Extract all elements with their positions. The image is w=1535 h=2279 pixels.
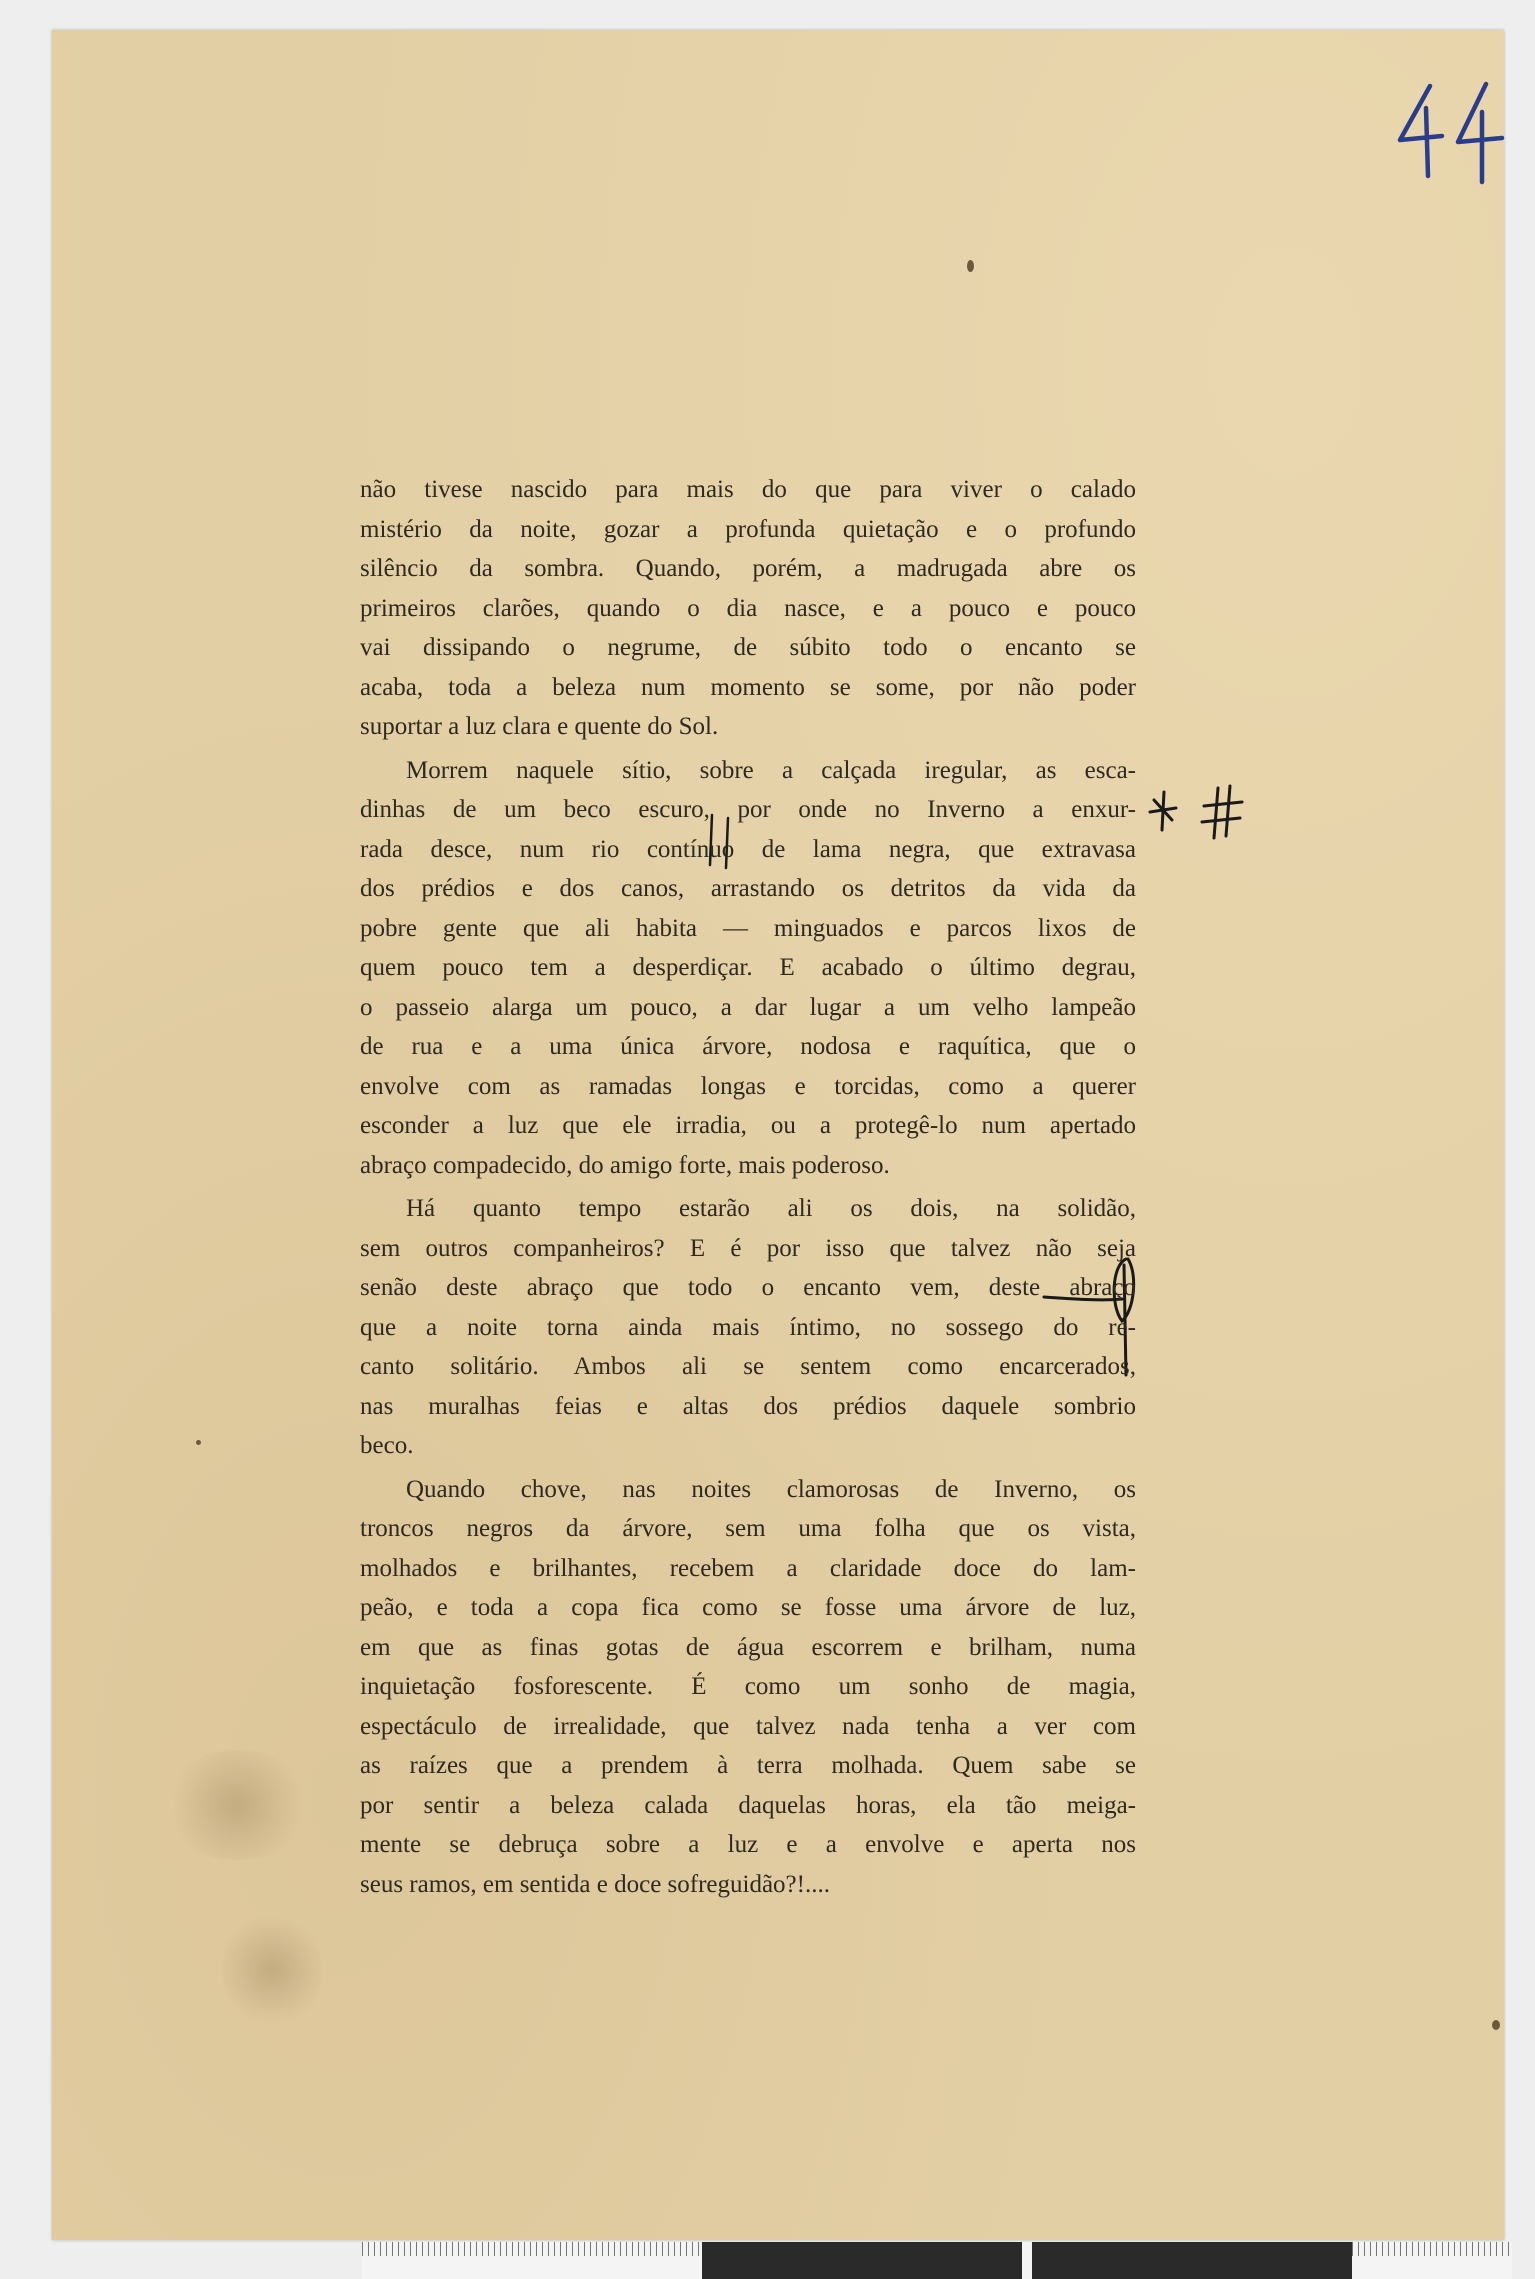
text-line: mistério da noite, gozar a profunda quietação e o profundo	[360, 515, 1136, 543]
paper-speck	[1492, 2020, 1500, 2030]
text-line: seus ramos, em sentida e doce sofreguidão?!....	[360, 1870, 830, 1898]
paragraph	[360, 751, 1136, 1186]
text-line: Há quanto tempo estarão ali os dois, na solidão,	[406, 1195, 1136, 1222]
proofreading-mark-hash	[1142, 770, 1252, 850]
text-line: o passeio alarga um pouco, a dar lugar a um velho lampeão	[360, 993, 1136, 1021]
gray-card-light	[1022, 2242, 1032, 2279]
text-line: molhados e brilhantes, recebem a claridade doce do lam-	[360, 1554, 1136, 1582]
text-line: pobre gente que ali habita — minguados e parcos lixos de	[360, 914, 1136, 942]
text-line: nas muralhas feias e altas dos prédios daquele sombrio	[360, 1392, 1136, 1420]
text-line: beco.	[360, 1432, 414, 1459]
text-line: dinhas de um beco escuro, por onde no Inverno a enxur-	[360, 796, 1136, 823]
text-line: mente se debruça sobre a luz e a envolve e aperta nos	[360, 1831, 1136, 1858]
text-line: as raízes que a prendem à terra molhada. Quem sabe se	[360, 1752, 1136, 1779]
text-line: silêncio da sombra. Quando, porém, a madrugada abre os	[360, 555, 1136, 582]
document-page	[52, 30, 1504, 2240]
paper-speck	[967, 260, 974, 272]
gray-card-dark	[702, 2242, 1022, 2279]
text-line: que a noite torna ainda mais íntimo, no sossego do re-	[360, 1313, 1136, 1341]
text-line: em que as finas gotas de água escorrem e brilham, numa	[360, 1633, 1136, 1661]
paragraph	[360, 470, 1136, 747]
paragraph	[360, 1470, 1136, 1905]
paper-stain	[162, 1750, 312, 1860]
text-line: Morrem naquele sítio, sobre a calçada iregular, as esca-	[406, 756, 1136, 784]
text-line: suportar a luz clara e quente do Sol.	[360, 713, 719, 740]
measurement-scale	[362, 2242, 1512, 2279]
text-line: não tivese nascido para mais do que para viver o calado	[360, 476, 1136, 503]
text-line: canto solitário. Ambos ali se sentem como encarcerados,	[360, 1353, 1136, 1380]
paragraph	[360, 1189, 1136, 1466]
text-line: primeiros clarões, quando o dia nasce, e a pouco e pouco	[360, 594, 1136, 622]
text-line: rada desce, num rio contínuo de lama negra, que extravasa	[360, 835, 1136, 863]
text-line: esconder a luz que ele irradia, ou a protegê-lo num apertado	[360, 1112, 1136, 1139]
text-line: quem pouco tem a desperdiçar. E acabado o último degrau,	[360, 954, 1136, 981]
ruler-ticks	[362, 2242, 702, 2279]
text-line: por sentir a beleza calada daquelas horas, ela tão meiga-	[360, 1791, 1136, 1819]
text-line: Quando chove, nas noites clamorosas de Inverno, os	[406, 1475, 1136, 1503]
ruler-ticks	[1352, 2242, 1512, 2279]
text-line: de rua e a uma única árvore, nodosa e raquítica, que o	[360, 1033, 1136, 1060]
text-line: espectáculo de irrealidade, que talvez nada tenha a ver com	[360, 1712, 1136, 1740]
gray-card-dark	[1032, 2242, 1352, 2279]
text-line: troncos negros da árvore, sem uma folha que os vista,	[360, 1515, 1136, 1542]
handwritten-page-number	[1390, 78, 1510, 188]
text-line: envolve com as ramadas longas e torcidas, como a querer	[360, 1072, 1136, 1100]
text-line: senão deste abraço que todo o encanto vem, deste abraço	[360, 1274, 1136, 1301]
paper-stain	[222, 1910, 322, 2030]
text-line: acaba, toda a beleza num momento se some, por não poder	[360, 673, 1136, 701]
paper-speck	[196, 1440, 201, 1445]
text-line: inquietação fosforescente. É como um sonho de magia,	[360, 1673, 1136, 1700]
body-text	[360, 470, 1136, 1904]
text-line: abraço compadecido, do amigo forte, mais poderoso.	[360, 1151, 890, 1179]
text-line: dos prédios e dos canos, arrastando os detritos da vida da	[360, 875, 1136, 902]
text-line: sem outros companheiros? E é por isso que talvez não seja	[360, 1234, 1136, 1262]
text-line: peão, e toda a copa fica como se fosse uma árvore de luz,	[360, 1594, 1136, 1621]
text-line: vai dissipando o negrume, de súbito todo o encanto se	[360, 634, 1136, 661]
